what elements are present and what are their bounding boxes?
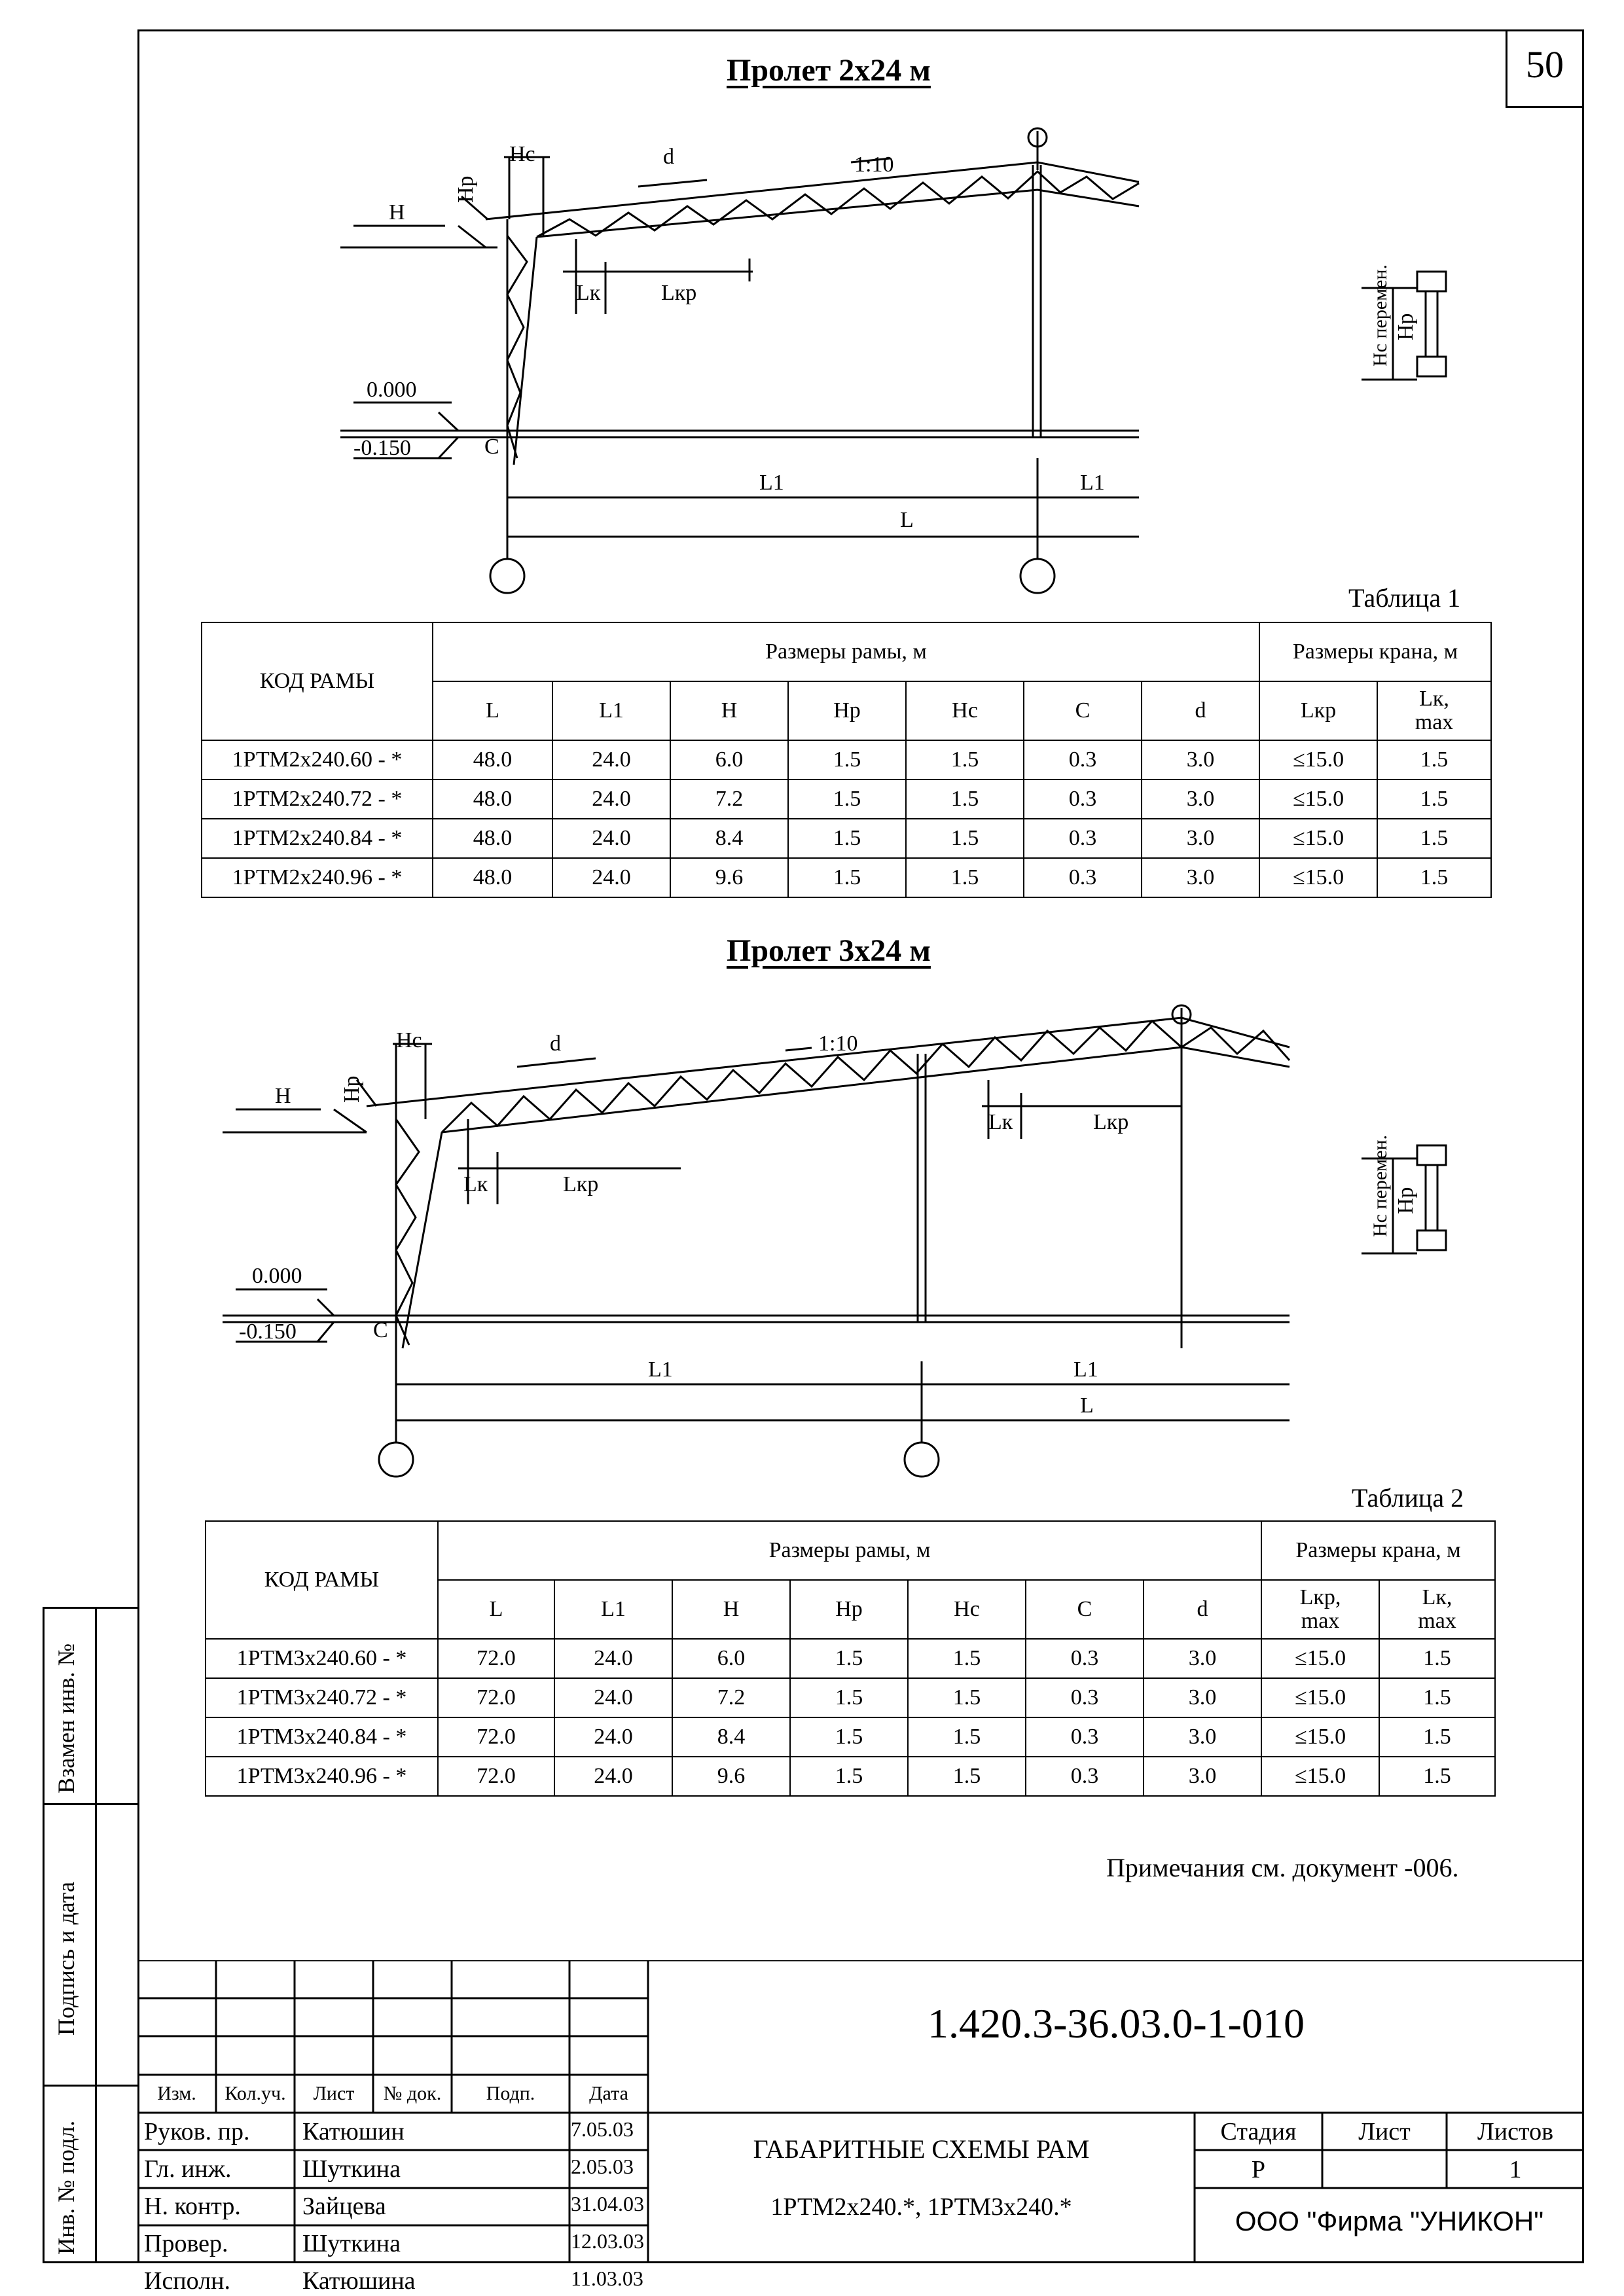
table-row bbox=[206, 1639, 1495, 1678]
value-cell: 72.0 bbox=[438, 1757, 554, 1796]
value-cell: ≤15.0 bbox=[1259, 740, 1377, 780]
s2-label-Lkp2: Lкр bbox=[1093, 1110, 1129, 1134]
value-cell: 3.0 bbox=[1144, 1639, 1261, 1678]
value-cell: 1.5 bbox=[908, 1678, 1026, 1717]
s2-side-Hc: Hc перемен. bbox=[1369, 1134, 1391, 1237]
title-block bbox=[137, 1960, 1584, 2295]
table2 bbox=[205, 1520, 1496, 1797]
value-cell: 24.0 bbox=[554, 1717, 672, 1757]
table1 bbox=[201, 622, 1492, 898]
value-cell: 24.0 bbox=[554, 1639, 672, 1678]
value-cell: 3.0 bbox=[1142, 740, 1259, 780]
s1-label-Hp: Hp bbox=[454, 175, 478, 203]
value-cell: 1.5 bbox=[906, 780, 1024, 819]
value-cell: 24.0 bbox=[552, 740, 670, 780]
value-cell: 1.5 bbox=[906, 819, 1024, 858]
s2-side-Hp: Hp bbox=[1394, 1187, 1418, 1214]
s2-label-C: C bbox=[373, 1318, 388, 1342]
table-row bbox=[202, 858, 1491, 897]
sheet-label: Лист bbox=[1358, 2118, 1411, 2145]
value-cell: 1.5 bbox=[908, 1717, 1026, 1757]
value-cell: 1.5 bbox=[790, 1717, 908, 1757]
s2-label-slope: 1:10 bbox=[818, 1031, 858, 1056]
value-cell: 24.0 bbox=[554, 1757, 672, 1796]
t2-col-Hc: Hc bbox=[908, 1580, 1026, 1639]
note-text: Примечания см. документ -006. bbox=[1106, 1853, 1459, 1882]
s1-label-minus: -0.150 bbox=[353, 436, 411, 460]
value-cell: 7.2 bbox=[672, 1678, 790, 1717]
stamp-col-header: Лист bbox=[313, 2083, 355, 2104]
table-row bbox=[206, 1717, 1495, 1757]
stamp-col-header: Подп. bbox=[486, 2083, 535, 2104]
value-cell: 0.3 bbox=[1024, 858, 1142, 897]
frame-code-cell: 1РТМ3х240.60 - * bbox=[206, 1639, 438, 1678]
s2-label-d: d bbox=[550, 1031, 561, 1056]
value-cell: 7.2 bbox=[670, 780, 788, 819]
s2-label-Hp: Hp bbox=[340, 1075, 364, 1103]
value-cell: 1.5 bbox=[788, 858, 906, 897]
value-cell: 0.3 bbox=[1024, 780, 1142, 819]
value-cell: ≤15.0 bbox=[1259, 858, 1377, 897]
value-cell: ≤15.0 bbox=[1259, 819, 1377, 858]
value-cell: 48.0 bbox=[433, 819, 552, 858]
t2-col-Lkp: Lкр, max bbox=[1261, 1580, 1379, 1639]
section1-title: Пролет 2х24 м bbox=[727, 53, 931, 88]
section2-title: Пролет 3х24 м bbox=[727, 933, 931, 968]
signer-date: 7.05.03 bbox=[571, 2117, 634, 2141]
frame-code-cell: 1РТМ2х240.72 - * bbox=[202, 780, 433, 819]
doc-subtitle: 1РТМ2х240.*, 1РТМ3х240.* bbox=[770, 2193, 1072, 2221]
value-cell: 1.5 bbox=[788, 780, 906, 819]
s2-label-L1b: L1 bbox=[1074, 1357, 1098, 1382]
t2-col-d: d bbox=[1144, 1580, 1261, 1639]
frame-code-cell: 1РТМ3х240.72 - * bbox=[206, 1678, 438, 1717]
stage-value: Р bbox=[1251, 2156, 1266, 2183]
sheet-number: 50 bbox=[1526, 43, 1564, 86]
signer-date: 31.04.03 bbox=[571, 2192, 644, 2215]
value-cell: 0.3 bbox=[1026, 1639, 1144, 1678]
value-cell: 24.0 bbox=[552, 858, 670, 897]
frame-code-cell: 1РТМ3х240.84 - * bbox=[206, 1717, 438, 1757]
table-row bbox=[202, 740, 1491, 780]
value-cell: 3.0 bbox=[1144, 1717, 1261, 1757]
signer-role: Провер. bbox=[144, 2230, 228, 2257]
table1-caption: Таблица 1 bbox=[1348, 583, 1461, 613]
frame-code-cell: 1РТМ3х240.96 - * bbox=[206, 1757, 438, 1796]
value-cell: ≤15.0 bbox=[1261, 1678, 1379, 1717]
s2-label-zero: 0.000 bbox=[252, 1264, 302, 1288]
value-cell: 1.5 bbox=[1379, 1757, 1495, 1796]
sheets-label: Листов bbox=[1477, 2118, 1554, 2145]
t2-col-Lk: Lк, max bbox=[1379, 1580, 1495, 1639]
t2-code-header: КОД РАМЫ bbox=[206, 1521, 438, 1639]
t1-code-header: КОД РАМЫ bbox=[202, 622, 433, 740]
signer-role: Н. контр. bbox=[144, 2193, 241, 2220]
t2-frame-header: Размеры рамы, м bbox=[438, 1521, 1261, 1580]
value-cell: 48.0 bbox=[433, 858, 552, 897]
doc-title: ГАБАРИТНЫЕ СХЕМЫ РАМ bbox=[753, 2134, 1090, 2164]
value-cell: 0.3 bbox=[1026, 1757, 1144, 1796]
stamp-col-header: Кол.уч. bbox=[225, 2083, 286, 2104]
value-cell: 6.0 bbox=[672, 1639, 790, 1678]
table-row bbox=[202, 819, 1491, 858]
value-cell: 1.5 bbox=[1379, 1717, 1495, 1757]
value-cell: ≤15.0 bbox=[1261, 1717, 1379, 1757]
value-cell: 1.5 bbox=[1377, 819, 1491, 858]
t2-col-H: H bbox=[672, 1580, 790, 1639]
value-cell: 72.0 bbox=[438, 1678, 554, 1717]
t1-crane-header: Размеры крана, м bbox=[1259, 622, 1491, 681]
t1-col-L1: L1 bbox=[552, 681, 670, 740]
s2-label-Lk1: Lк bbox=[463, 1172, 488, 1196]
s2-label-Lk2: Lк bbox=[988, 1110, 1013, 1134]
s1-label-zero: 0.000 bbox=[367, 378, 417, 402]
t1-col-L: L bbox=[433, 681, 552, 740]
value-cell: 1.5 bbox=[1379, 1639, 1495, 1678]
table-row bbox=[202, 780, 1491, 819]
value-cell: 8.4 bbox=[672, 1717, 790, 1757]
t2-col-L1: L1 bbox=[554, 1580, 672, 1639]
value-cell: 3.0 bbox=[1142, 780, 1259, 819]
s1-label-Hc: Hc bbox=[509, 142, 535, 166]
label-vzamen: Взамен инв. № bbox=[53, 1643, 79, 1793]
t1-col-C: C bbox=[1024, 681, 1142, 740]
signer-name: Зайцева bbox=[302, 2193, 386, 2220]
company-name: ООО "Фирма "УНИКОН" bbox=[1235, 2206, 1544, 2236]
value-cell: 1.5 bbox=[790, 1639, 908, 1678]
value-cell: 1.5 bbox=[906, 740, 1024, 780]
value-cell: 1.5 bbox=[908, 1639, 1026, 1678]
value-cell: 24.0 bbox=[552, 819, 670, 858]
signer-date: 12.03.03 bbox=[571, 2229, 644, 2253]
s2-label-Lkp1: Lкр bbox=[563, 1172, 599, 1196]
value-cell: 3.0 bbox=[1142, 858, 1259, 897]
signer-name: Катюшин bbox=[302, 2118, 405, 2145]
sheets-value: 1 bbox=[1509, 2156, 1522, 2183]
s2-label-H: H bbox=[275, 1084, 291, 1108]
value-cell: 0.3 bbox=[1024, 819, 1142, 858]
value-cell: 1.5 bbox=[1377, 858, 1491, 897]
t1-col-d: d bbox=[1142, 681, 1259, 740]
left-margin-divider-2 bbox=[43, 2085, 137, 2087]
s1-label-d: d bbox=[663, 145, 674, 169]
signer-role: Исполн. bbox=[144, 2267, 230, 2295]
stamp-col-header: Изм. bbox=[157, 2083, 196, 2104]
stamp-col-header: Дата bbox=[589, 2083, 628, 2104]
value-cell: ≤15.0 bbox=[1261, 1757, 1379, 1796]
frame-code-cell: 1РТМ2х240.60 - * bbox=[202, 740, 433, 780]
frame-code-cell: 1РТМ2х240.96 - * bbox=[202, 858, 433, 897]
signer-name: Шуткина bbox=[302, 2155, 401, 2183]
signer-date: 11.03.03 bbox=[571, 2267, 643, 2290]
section2-drawing bbox=[0, 969, 1624, 1492]
s1-side-Hp: Hp bbox=[1394, 313, 1418, 340]
t1-col-H: H bbox=[670, 681, 788, 740]
s1-label-C: C bbox=[484, 435, 499, 459]
signer-name: Шуткина bbox=[302, 2230, 401, 2257]
t1-col-Hc: Hc bbox=[906, 681, 1024, 740]
t2-col-Hp: Hp bbox=[790, 1580, 908, 1639]
signer-name: Катюшина bbox=[302, 2267, 416, 2295]
s1-label-H: H bbox=[389, 200, 405, 224]
value-cell: 3.0 bbox=[1144, 1757, 1261, 1796]
value-cell: 1.5 bbox=[790, 1678, 908, 1717]
label-inv: Инв. № подл. bbox=[53, 2120, 79, 2255]
t2-col-C: C bbox=[1026, 1580, 1144, 1639]
value-cell: 9.6 bbox=[670, 858, 788, 897]
value-cell: 9.6 bbox=[672, 1757, 790, 1796]
s1-label-slope: 1:10 bbox=[854, 152, 894, 177]
value-cell: 0.3 bbox=[1024, 740, 1142, 780]
s1-label-L1a: L1 bbox=[759, 471, 784, 495]
value-cell: 1.5 bbox=[1377, 740, 1491, 780]
signer-role: Гл. инж. bbox=[144, 2155, 232, 2183]
left-margin-inner-line bbox=[95, 1607, 97, 2263]
s1-label-L1b: L1 bbox=[1080, 471, 1105, 495]
s1-label-Lkp: Lкр bbox=[661, 281, 697, 305]
doc-code: 1.420.3-36.03.0-1-010 bbox=[928, 2000, 1305, 2047]
value-cell: 1.5 bbox=[1379, 1678, 1495, 1717]
value-cell: ≤15.0 bbox=[1261, 1639, 1379, 1678]
t1-col-Lkp: Lкр bbox=[1259, 681, 1377, 740]
value-cell: 0.3 bbox=[1026, 1717, 1144, 1757]
stamp-col-header: № док. bbox=[383, 2083, 442, 2104]
frame-code-cell: 1РТМ2х240.84 - * bbox=[202, 819, 433, 858]
label-podpis: Подпись и дата bbox=[53, 1882, 79, 2036]
section1-drawing bbox=[0, 0, 1624, 609]
value-cell: 0.3 bbox=[1026, 1678, 1144, 1717]
table2-caption: Таблица 2 bbox=[1352, 1483, 1464, 1513]
table-row bbox=[206, 1757, 1495, 1796]
value-cell: 24.0 bbox=[552, 780, 670, 819]
t1-col-Hp: Hp bbox=[788, 681, 906, 740]
signer-date: 2.05.03 bbox=[571, 2155, 634, 2178]
value-cell: 1.5 bbox=[788, 819, 906, 858]
value-cell: 24.0 bbox=[554, 1678, 672, 1717]
t1-frame-header: Размеры рамы, м bbox=[433, 622, 1259, 681]
value-cell: 6.0 bbox=[670, 740, 788, 780]
value-cell: 8.4 bbox=[670, 819, 788, 858]
left-margin-divider-1 bbox=[43, 1803, 137, 1805]
t1-col-Lk: Lк, max bbox=[1377, 681, 1491, 740]
value-cell: 1.5 bbox=[906, 858, 1024, 897]
t2-col-L: L bbox=[438, 1580, 554, 1639]
stage-label: Стадия bbox=[1220, 2118, 1297, 2145]
value-cell: 48.0 bbox=[433, 780, 552, 819]
s2-label-Hc: Hc bbox=[396, 1028, 422, 1052]
value-cell: 1.5 bbox=[788, 740, 906, 780]
value-cell: 1.5 bbox=[1377, 780, 1491, 819]
table-row bbox=[206, 1678, 1495, 1717]
s1-side-Hc: Hc перемен. bbox=[1369, 264, 1391, 367]
value-cell: 48.0 bbox=[433, 740, 552, 780]
value-cell: 1.5 bbox=[908, 1757, 1026, 1796]
s2-label-minus: -0.150 bbox=[239, 1319, 297, 1344]
s1-label-L: L bbox=[900, 508, 914, 532]
s2-label-L: L bbox=[1080, 1393, 1094, 1418]
s1-label-Lk: Lк bbox=[576, 281, 601, 305]
value-cell: 1.5 bbox=[790, 1757, 908, 1796]
value-cell: 3.0 bbox=[1144, 1678, 1261, 1717]
t2-crane-header: Размеры крана, м bbox=[1261, 1521, 1495, 1580]
value-cell: 72.0 bbox=[438, 1639, 554, 1678]
signer-role: Руков. пр. bbox=[144, 2118, 250, 2145]
value-cell: 72.0 bbox=[438, 1717, 554, 1757]
s2-label-L1a: L1 bbox=[648, 1357, 673, 1382]
value-cell: ≤15.0 bbox=[1259, 780, 1377, 819]
value-cell: 3.0 bbox=[1142, 819, 1259, 858]
